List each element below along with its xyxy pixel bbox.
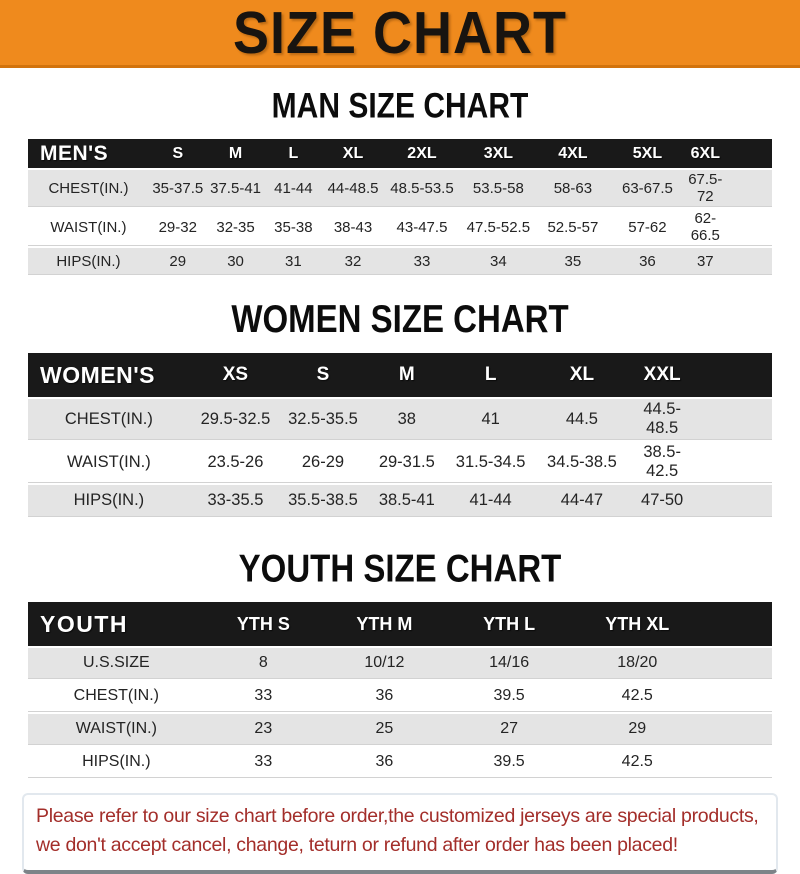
measurement-value-cell: 29-32: [149, 209, 207, 246]
size-column-header: 3XL: [460, 139, 536, 168]
measurement-value-cell: 33: [205, 681, 322, 712]
size-column-header: YTH XL: [571, 602, 772, 646]
measurement-value-cell: 30: [207, 248, 265, 275]
row-label-cell: CHEST(IN.): [28, 399, 190, 440]
women-section-heading: WOMEN SIZE CHART: [231, 296, 569, 341]
measurement-value-cell: 37.5-41: [207, 170, 265, 207]
women-size-section: [0, 277, 800, 519]
measurement-value-cell: 29.5-32.5: [190, 399, 281, 440]
measurement-value-cell: 34.5-38.5: [533, 442, 632, 483]
size-column-header: XL: [322, 139, 384, 168]
row-label-cell: WAIST(IN.): [28, 442, 190, 483]
size-column-header: M: [365, 353, 449, 397]
row-label-cell: CHEST(IN.): [28, 170, 149, 207]
row-label-cell: HIPS(IN.): [28, 485, 190, 517]
size-column-header: XS: [190, 353, 281, 397]
row-label-cell: CHEST(IN.): [28, 681, 205, 712]
measurement-value-cell: 23: [205, 714, 322, 745]
measurement-value-cell: 10/12: [322, 648, 447, 679]
size-column-header: 6XL: [686, 139, 772, 168]
women-size-table: [28, 351, 772, 519]
measurement-value-cell: 42.5: [571, 747, 772, 778]
measurement-value-cell: 38: [365, 399, 449, 440]
row-label-cell: HIPS(IN.): [28, 747, 205, 778]
measurement-row: [28, 681, 772, 712]
measurement-row: [28, 399, 772, 440]
measurement-value-cell: 26-29: [281, 442, 365, 483]
measurement-value-cell: 53.5-58: [460, 170, 536, 207]
size-column-header: 4XL: [537, 139, 610, 168]
row-label-cell: WAIST(IN.): [28, 209, 149, 246]
measurement-value-cell: 47.5-52.5: [460, 209, 536, 246]
size-column-header: S: [149, 139, 207, 168]
men-size-table: [28, 137, 772, 277]
measurement-row: [28, 747, 772, 778]
measurement-value-cell: 31: [264, 248, 322, 275]
measurement-value-cell: 47-50: [631, 485, 772, 517]
measurement-value-cell: 34: [460, 248, 536, 275]
size-column-header: XL: [533, 353, 632, 397]
measurement-value-cell: 39.5: [447, 747, 572, 778]
measurement-value-cell: 41-44: [264, 170, 322, 207]
youth-size-section: [0, 519, 800, 780]
size-column-header: L: [264, 139, 322, 168]
order-policy-note-line-2: we don't accept cancel, change, teturn or refund after order has been placed!: [36, 834, 678, 857]
size-column-header: YTH S: [205, 602, 322, 646]
measurement-value-cell: 58-63: [537, 170, 610, 207]
measurement-value-cell: 29: [149, 248, 207, 275]
banner-title: SIZE CHART: [233, 0, 567, 66]
measurement-value-cell: 18/20: [571, 648, 772, 679]
youth-section-heading: YOUTH SIZE CHART: [238, 546, 562, 590]
table-title-cell: WOMEN'S: [28, 353, 190, 397]
table-title-cell: MEN'S: [28, 139, 149, 168]
measurement-value-cell: 32: [322, 248, 384, 275]
measurement-value-cell: 57-62: [609, 209, 685, 246]
order-policy-note: [22, 793, 778, 874]
measurement-value-cell: 41-44: [449, 485, 533, 517]
measurement-value-cell: 39.5: [447, 681, 572, 712]
row-label-cell: HIPS(IN.): [28, 248, 149, 275]
measurement-row: [28, 648, 772, 679]
measurement-row: [28, 209, 772, 246]
measurement-value-cell: 36: [322, 747, 447, 778]
measurement-value-cell: 35: [537, 248, 610, 275]
measurement-value-cell: 52.5-57: [537, 209, 610, 246]
size-column-header: YTH L: [447, 602, 572, 646]
measurement-value-cell: 38.5-42.5: [631, 442, 772, 483]
measurement-value-cell: 37: [686, 248, 772, 275]
measurement-value-cell: 29: [571, 714, 772, 745]
measurement-value-cell: 14/16: [447, 648, 572, 679]
size-column-header: 2XL: [384, 139, 460, 168]
measurement-value-cell: 36: [609, 248, 685, 275]
measurement-value-cell: 41: [449, 399, 533, 440]
measurement-value-cell: 38-43: [322, 209, 384, 246]
size-column-header: S: [281, 353, 365, 397]
youth-size-table: [28, 600, 772, 780]
measurement-value-cell: 35-37.5: [149, 170, 207, 207]
measurement-value-cell: 35.5-38.5: [281, 485, 365, 517]
order-policy-note-line-1: Please refer to our size chart before order,the customized jerseys are special products,: [36, 805, 759, 827]
measurement-value-cell: 31.5-34.5: [449, 442, 533, 483]
size-column-header: M: [207, 139, 265, 168]
size-column-header: L: [449, 353, 533, 397]
measurement-value-cell: 35-38: [264, 209, 322, 246]
measurement-value-cell: 44.5: [533, 399, 632, 440]
measurement-value-cell: 29-31.5: [365, 442, 449, 483]
men-section-heading: MAN SIZE CHART: [271, 86, 529, 126]
table-header-row: [28, 602, 772, 646]
measurement-row: [28, 442, 772, 483]
measurement-value-cell: 32-35: [207, 209, 265, 246]
table-header-row: [28, 353, 772, 397]
measurement-value-cell: 32.5-35.5: [281, 399, 365, 440]
measurement-value-cell: 33-35.5: [190, 485, 281, 517]
row-label-cell: WAIST(IN.): [28, 714, 205, 745]
table-header-row: [28, 139, 772, 168]
row-label-cell: U.S.SIZE: [28, 648, 205, 679]
measurement-value-cell: 63-67.5: [609, 170, 685, 207]
measurement-value-cell: 33: [384, 248, 460, 275]
measurement-value-cell: 33: [205, 747, 322, 778]
measurement-value-cell: 48.5-53.5: [384, 170, 460, 207]
measurement-value-cell: 43-47.5: [384, 209, 460, 246]
measurement-row: [28, 714, 772, 745]
size-column-header: 5XL: [609, 139, 685, 168]
measurement-value-cell: 23.5-26: [190, 442, 281, 483]
measurement-value-cell: 67.5-72: [686, 170, 772, 207]
measurement-value-cell: 38.5-41: [365, 485, 449, 517]
measurement-value-cell: 27: [447, 714, 572, 745]
measurement-value-cell: 42.5: [571, 681, 772, 712]
measurement-row: [28, 170, 772, 207]
measurement-value-cell: 62-66.5: [686, 209, 772, 246]
measurement-value-cell: 8: [205, 648, 322, 679]
measurement-value-cell: 25: [322, 714, 447, 745]
men-size-section: [0, 68, 800, 277]
size-column-header: XXL: [631, 353, 772, 397]
measurement-value-cell: 44-48.5: [322, 170, 384, 207]
measurement-value-cell: 44-47: [533, 485, 632, 517]
measurement-value-cell: 36: [322, 681, 447, 712]
size-chart-banner: [0, 0, 800, 68]
table-title-cell: YOUTH: [28, 602, 205, 646]
size-column-header: YTH M: [322, 602, 447, 646]
measurement-value-cell: 44.5-48.5: [631, 399, 772, 440]
